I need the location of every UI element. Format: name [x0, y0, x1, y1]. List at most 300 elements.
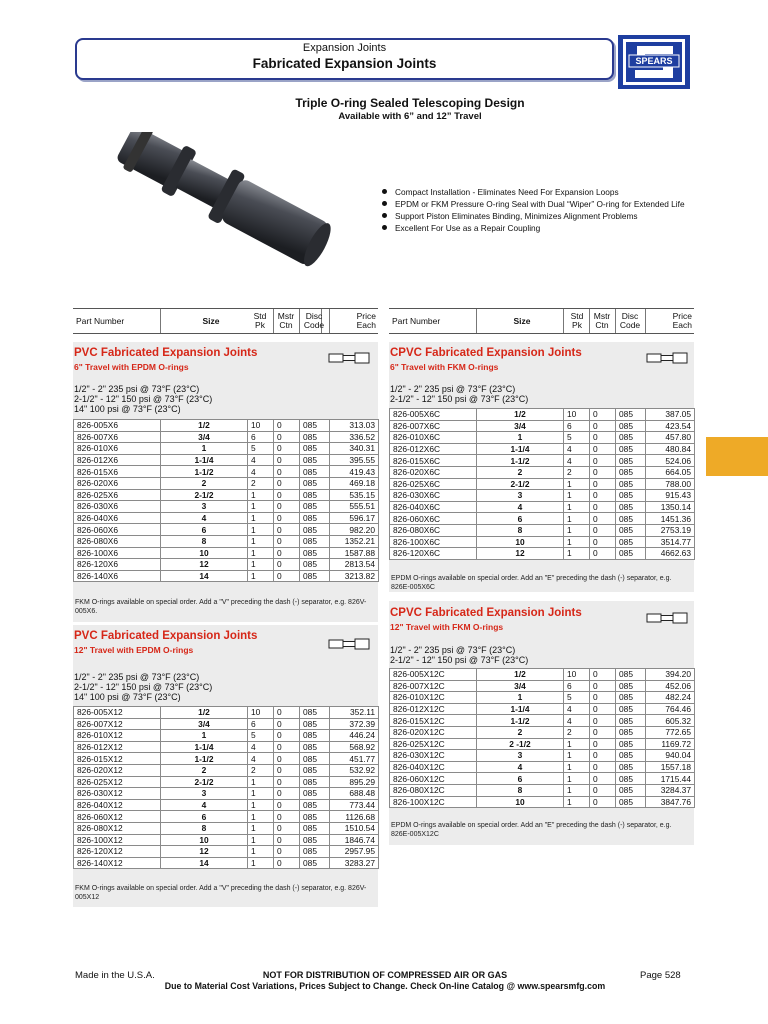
part-number-cell: 826-012X12C [390, 703, 477, 715]
disc-code-cell: 085 [616, 490, 646, 502]
price-cell: 532.92 [330, 764, 379, 776]
std-pk-cell: 10 [248, 420, 274, 432]
disc-code-cell: 085 [616, 524, 646, 536]
size-cell: 1-1/2 [477, 715, 564, 727]
price-cell: 915.43 [646, 490, 695, 502]
pressure-line: 2-1/2" - 12" 150 psi @ 73°F (23°C) [390, 394, 529, 404]
price-cell: 1169.72 [646, 738, 695, 750]
std-pk-cell: 1 [248, 512, 274, 524]
disc-code-cell: 085 [300, 753, 330, 765]
size-cell: 4 [477, 761, 564, 773]
mstr-ctn-cell: 0 [590, 524, 616, 536]
section-subtitle: 12" Travel with EPDM O-rings [74, 645, 194, 655]
price-cell: 940.04 [646, 750, 695, 762]
col-std-pk: Std Pk [563, 309, 590, 333]
size-cell: 1/2 [477, 669, 564, 681]
std-pk-cell: 1 [564, 478, 590, 490]
size-cell: 1-1/2 [477, 455, 564, 467]
part-number-cell: 826-030X12 [74, 788, 161, 800]
table-row [74, 707, 379, 719]
price-cell: 457.80 [646, 432, 695, 444]
disc-code-cell: 085 [616, 692, 646, 704]
price-cell: 568.92 [330, 741, 379, 753]
col-mstr-ctn: Mstr Ctn [589, 309, 614, 333]
mstr-ctn-cell: 0 [274, 764, 300, 776]
pressure-line: 1/2" - 2" 235 psi @ 73°F (23°C) [390, 384, 516, 394]
pressure-line: 2-1/2" - 12" 150 psi @ 73°F (23°C) [74, 682, 213, 692]
part-number-cell: 826-140X6 [74, 570, 161, 582]
disc-code-cell: 085 [616, 548, 646, 560]
mstr-ctn-cell: 0 [590, 478, 616, 490]
disc-code-cell: 085 [300, 707, 330, 719]
size-cell: 3 [161, 501, 248, 513]
mstr-ctn-cell: 0 [590, 726, 616, 738]
price-cell: 395.55 [330, 454, 379, 466]
part-number-cell: 826-025X12C [390, 738, 477, 750]
size-cell: 10 [161, 834, 248, 846]
std-pk-cell: 1 [564, 738, 590, 750]
part-number-cell: 826-025X6 [74, 489, 161, 501]
mstr-ctn-cell: 0 [274, 466, 300, 478]
price-cell: 3284.37 [646, 784, 695, 796]
std-pk-cell: 1 [248, 788, 274, 800]
price-cell: 387.05 [646, 409, 695, 421]
size-cell: 10 [161, 547, 248, 559]
part-number-cell: 826-100X6C [390, 536, 477, 548]
table-row [390, 796, 695, 808]
mstr-ctn-cell: 0 [590, 773, 616, 785]
coupling-icon [328, 638, 370, 650]
part-number-cell: 826-015X12C [390, 715, 477, 727]
size-cell: 10 [477, 536, 564, 548]
pressure-ratings [74, 384, 212, 414]
size-cell: 1-1/4 [161, 454, 248, 466]
price-cell: 596.17 [330, 512, 379, 524]
column-header-left [73, 308, 378, 334]
price-cell: 605.32 [646, 715, 695, 727]
price-cell: 1126.68 [330, 811, 379, 823]
table-row [74, 443, 379, 455]
part-number-cell: 826-005X6C [390, 409, 477, 421]
mstr-ctn-cell: 0 [590, 513, 616, 525]
header-title: Fabricated Expansion Joints [252, 56, 437, 71]
disc-code-cell: 085 [300, 788, 330, 800]
part-number-cell: 826-040X6C [390, 501, 477, 513]
std-pk-cell: 1 [564, 796, 590, 808]
price-cell: 2813.54 [330, 559, 379, 571]
std-pk-cell: 1 [248, 547, 274, 559]
table-row [74, 547, 379, 559]
part-number-cell: 826-010X6 [74, 443, 161, 455]
col-price-each: Price Each [645, 309, 692, 333]
std-pk-cell: 1 [564, 524, 590, 536]
disc-code-cell: 085 [616, 443, 646, 455]
column-header-right [389, 308, 694, 334]
std-pk-cell: 5 [564, 692, 590, 704]
mstr-ctn-cell: 0 [590, 784, 616, 796]
size-cell: 2 -1/2 [477, 738, 564, 750]
table-row [390, 761, 695, 773]
std-pk-cell: 1 [248, 559, 274, 571]
pressure-ratings [74, 672, 212, 702]
pvc-12in-table [73, 706, 379, 869]
mstr-ctn-cell: 0 [590, 443, 616, 455]
price-cell: 419.43 [330, 466, 379, 478]
mstr-ctn-cell: 0 [274, 846, 300, 858]
size-cell: 3/4 [161, 718, 248, 730]
section-subtitle: 12" Travel with FKM O-rings [390, 622, 504, 632]
table-row [74, 477, 379, 489]
size-cell: 8 [161, 822, 248, 834]
price-cell: 3847.76 [646, 796, 695, 808]
part-number-cell: 826-100X6 [74, 547, 161, 559]
mstr-ctn-cell: 0 [274, 799, 300, 811]
table-row [74, 857, 379, 869]
price-cell: 982.20 [330, 524, 379, 536]
price-cell: 664.05 [646, 466, 695, 478]
table-row [74, 501, 379, 513]
price-cell: 3514.77 [646, 536, 695, 548]
table-row [74, 524, 379, 536]
disc-code-cell: 085 [616, 796, 646, 808]
price-cell: 764.46 [646, 703, 695, 715]
disc-code-cell: 085 [300, 443, 330, 455]
mstr-ctn-cell: 0 [590, 738, 616, 750]
table-row [74, 420, 379, 432]
mstr-ctn-cell: 0 [274, 454, 300, 466]
std-pk-cell: 1 [564, 548, 590, 560]
std-pk-cell: 1 [248, 811, 274, 823]
size-cell: 4 [161, 799, 248, 811]
spears-logo [617, 34, 691, 90]
mstr-ctn-cell: 0 [274, 718, 300, 730]
std-pk-cell: 1 [248, 857, 274, 869]
std-pk-cell: 1 [248, 846, 274, 858]
disc-code-cell: 085 [616, 466, 646, 478]
size-cell: 2 [477, 726, 564, 738]
price-cell: 1846.74 [330, 834, 379, 846]
disc-code-cell: 085 [616, 750, 646, 762]
disc-code-cell: 085 [616, 432, 646, 444]
size-cell: 3 [477, 490, 564, 502]
section-tab [706, 437, 768, 476]
table-row [74, 730, 379, 742]
feature-item: EPDM or FKM Pressure O-ring Seal with Dual “Wiper” O-ring for Extended Life [380, 198, 720, 210]
std-pk-cell: 10 [564, 669, 590, 681]
std-pk-cell: 2 [564, 726, 590, 738]
price-cell: 4662.63 [646, 548, 695, 560]
size-cell: 1/2 [161, 420, 248, 432]
std-pk-cell: 4 [248, 454, 274, 466]
pressure-line: 1/2" - 2" 235 psi @ 73°F (23°C) [74, 384, 200, 394]
disc-code-cell: 085 [300, 799, 330, 811]
std-pk-cell: 6 [248, 718, 274, 730]
mstr-ctn-cell: 0 [274, 420, 300, 432]
size-cell: 1-1/4 [477, 443, 564, 455]
disc-code-cell: 085 [300, 764, 330, 776]
std-pk-cell: 4 [564, 715, 590, 727]
part-number-cell: 826-005X12C [390, 669, 477, 681]
price-cell: 451.77 [330, 753, 379, 765]
table-row [390, 443, 695, 455]
disc-code-cell: 085 [616, 409, 646, 421]
section-title: PVC Fabricated Expansion Joints [74, 630, 258, 642]
disc-code-cell: 085 [300, 570, 330, 582]
size-cell: 1-1/2 [161, 466, 248, 478]
coupling-icon [646, 352, 688, 364]
std-pk-cell: 5 [248, 730, 274, 742]
part-number-cell: 826-030X12C [390, 750, 477, 762]
disc-code-cell: 085 [616, 773, 646, 785]
mstr-ctn-cell: 0 [274, 489, 300, 501]
disc-code-cell: 085 [300, 741, 330, 753]
disc-code-cell: 085 [300, 466, 330, 478]
part-number-cell: 826-015X6 [74, 466, 161, 478]
design-subtitle: Available with 6” and 12” Travel [338, 111, 482, 122]
size-cell: 6 [477, 773, 564, 785]
pressure-line: 2-1/2" - 12" 150 psi @ 73°F (23°C) [74, 394, 213, 404]
table-row [74, 512, 379, 524]
std-pk-cell: 4 [564, 703, 590, 715]
part-number-cell: 826-040X12C [390, 761, 477, 773]
disc-code-cell: 085 [300, 454, 330, 466]
mstr-ctn-cell: 0 [590, 548, 616, 560]
price-cell: 3213.82 [330, 570, 379, 582]
part-number-cell: 826-100X12C [390, 796, 477, 808]
table-row [390, 680, 695, 692]
std-pk-cell: 1 [564, 536, 590, 548]
disc-code-cell: 085 [616, 478, 646, 490]
footer-warning: NOT FOR DISTRIBUTION OF COMPRESSED AIR OR GAS [262, 970, 508, 980]
part-number-cell: 826-060X6C [390, 513, 477, 525]
mstr-ctn-cell: 0 [590, 715, 616, 727]
mstr-ctn-cell: 0 [274, 512, 300, 524]
disc-code-cell: 085 [300, 489, 330, 501]
price-cell: 313.03 [330, 420, 379, 432]
mstr-ctn-cell: 0 [590, 490, 616, 502]
price-cell: 352.11 [330, 707, 379, 719]
mstr-ctn-cell: 0 [590, 536, 616, 548]
part-number-cell: 826-020X6C [390, 466, 477, 478]
disc-code-cell: 085 [300, 559, 330, 571]
table-row [74, 535, 379, 547]
pressure-line: 14" 100 psi @ 73°F (23°C) [74, 692, 181, 702]
part-number-cell: 826-120X12 [74, 846, 161, 858]
part-number-cell: 826-012X12 [74, 741, 161, 753]
table-row [74, 489, 379, 501]
feature-item: Excellent For Use as a Repair Coupling [380, 222, 720, 234]
mstr-ctn-cell: 0 [590, 501, 616, 513]
size-cell: 12 [161, 846, 248, 858]
std-pk-cell: 6 [564, 420, 590, 432]
disc-code-cell: 085 [616, 680, 646, 692]
price-cell: 2753.19 [646, 524, 695, 536]
table-row [74, 718, 379, 730]
footnote: EPDM O-rings available on special order. Add an "E" preceding the dash (-) separator, e.g. 826E-005X12C [391, 822, 672, 838]
price-cell: 555.51 [330, 501, 379, 513]
disc-code-cell: 085 [300, 420, 330, 432]
part-number-cell: 826-120X6C [390, 548, 477, 560]
size-cell: 10 [477, 796, 564, 808]
size-cell: 8 [477, 524, 564, 536]
disc-code-cell: 085 [300, 730, 330, 742]
std-pk-cell: 1 [248, 822, 274, 834]
mstr-ctn-cell: 0 [590, 669, 616, 681]
part-number-cell: 826-080X6 [74, 535, 161, 547]
price-cell: 895.29 [330, 776, 379, 788]
mstr-ctn-cell: 0 [590, 409, 616, 421]
disc-code-cell: 085 [300, 535, 330, 547]
table-row [390, 703, 695, 715]
mstr-ctn-cell: 0 [274, 730, 300, 742]
mstr-ctn-cell: 0 [590, 692, 616, 704]
size-cell: 1 [161, 730, 248, 742]
logo-text: SPEARS [635, 56, 673, 66]
std-pk-cell: 1 [564, 784, 590, 796]
std-pk-cell: 1 [248, 535, 274, 547]
table-row [74, 811, 379, 823]
footnote: EPDM O-rings available on special order. Add an "E" preceding the dash (-) separator, e.g. 826E-005X6C [391, 575, 672, 591]
pressure-line: 2-1/2" - 12" 150 psi @ 73°F (23°C) [390, 655, 529, 665]
part-number-cell: 826-025X6C [390, 478, 477, 490]
disc-code-cell: 085 [300, 512, 330, 524]
std-pk-cell: 1 [248, 776, 274, 788]
std-pk-cell: 4 [248, 741, 274, 753]
table-row [390, 420, 695, 432]
mstr-ctn-cell: 0 [590, 680, 616, 692]
std-pk-cell: 1 [248, 799, 274, 811]
size-cell: 14 [161, 857, 248, 869]
size-cell: 1/2 [161, 707, 248, 719]
header-subtitle: Expansion Joints [302, 42, 387, 54]
mstr-ctn-cell: 0 [274, 776, 300, 788]
table-row [390, 738, 695, 750]
col-std-pk: Std Pk [253, 311, 267, 330]
mstr-ctn-cell: 0 [274, 788, 300, 800]
part-number-cell: 826-060X6 [74, 524, 161, 536]
part-number-cell: 826-030X6C [390, 490, 477, 502]
std-pk-cell: 1 [564, 501, 590, 513]
table-row [390, 455, 695, 467]
disc-code-cell: 085 [616, 669, 646, 681]
mstr-ctn-cell: 0 [274, 431, 300, 443]
price-cell: 1557.18 [646, 761, 695, 773]
std-pk-cell: 1 [248, 501, 274, 513]
price-cell: 452.06 [646, 680, 695, 692]
footnote: FKM O-rings available on special order. Add a "V" preceding the dash (-) separator, e.g. 826V-005X6. [75, 599, 367, 615]
part-number-cell: 826-100X12 [74, 834, 161, 846]
table-row [390, 466, 695, 478]
mstr-ctn-cell: 0 [274, 535, 300, 547]
disc-code-cell: 085 [300, 524, 330, 536]
price-cell: 773.44 [330, 799, 379, 811]
part-number-cell: 826-080X6C [390, 524, 477, 536]
footer-price-note: Due to Material Cost Variations, Prices Subject to Change. Check On-line Catalog @ www.spearsmfg.com [164, 981, 606, 991]
price-cell: 1352.21 [330, 535, 379, 547]
mstr-ctn-cell: 0 [274, 547, 300, 559]
std-pk-cell: 4 [248, 753, 274, 765]
size-cell: 6 [161, 811, 248, 823]
disc-code-cell: 085 [616, 501, 646, 513]
price-cell: 394.20 [646, 669, 695, 681]
price-cell: 372.39 [330, 718, 379, 730]
size-cell: 1 [477, 692, 564, 704]
disc-code-cell: 085 [616, 738, 646, 750]
size-cell: 2 [161, 764, 248, 776]
coupling-icon [646, 612, 688, 624]
size-cell: 3 [477, 750, 564, 762]
part-number-cell: 826-007X12C [390, 680, 477, 692]
disc-code-cell: 085 [616, 420, 646, 432]
footer-made-in: Made in the U.S.A. [75, 970, 155, 981]
disc-code-cell: 085 [300, 846, 330, 858]
table-row [74, 559, 379, 571]
part-number-cell: 826-060X12 [74, 811, 161, 823]
size-cell: 1-1/4 [477, 703, 564, 715]
size-cell: 3/4 [161, 431, 248, 443]
section-title: CPVC Fabricated Expansion Joints [390, 607, 582, 619]
disc-code-cell: 085 [300, 811, 330, 823]
disc-code-cell: 085 [616, 761, 646, 773]
std-pk-cell: 4 [564, 455, 590, 467]
std-pk-cell: 4 [564, 443, 590, 455]
part-number-cell: 826-007X6C [390, 420, 477, 432]
part-number-cell: 826-007X6 [74, 431, 161, 443]
table-row [74, 799, 379, 811]
size-cell: 4 [161, 512, 248, 524]
design-title: Triple O-ring Sealed Telescoping Design [295, 96, 525, 110]
coupling-icon [328, 352, 370, 364]
table-row [390, 409, 695, 421]
table-row [390, 750, 695, 762]
disc-code-cell: 085 [300, 477, 330, 489]
price-cell: 423.54 [646, 420, 695, 432]
mstr-ctn-cell: 0 [274, 501, 300, 513]
section-title: CPVC Fabricated Expansion Joints [390, 347, 582, 359]
size-cell: 3 [161, 788, 248, 800]
pressure-line: 14" 100 psi @ 73°F (23°C) [74, 404, 181, 414]
disc-code-cell: 085 [300, 718, 330, 730]
std-pk-cell: 1 [248, 489, 274, 501]
col-disc-code: Disc Code [615, 309, 644, 333]
price-cell: 336.52 [330, 431, 379, 443]
table-row [74, 454, 379, 466]
size-cell: 6 [477, 513, 564, 525]
price-cell: 480.84 [646, 443, 695, 455]
mstr-ctn-cell: 0 [274, 822, 300, 834]
table-row [390, 501, 695, 513]
size-cell: 3/4 [477, 420, 564, 432]
part-number-cell: 826-007X12 [74, 718, 161, 730]
size-cell: 12 [477, 548, 564, 560]
std-pk-cell: 10 [248, 707, 274, 719]
table-row [74, 570, 379, 582]
disc-code-cell: 085 [616, 455, 646, 467]
part-number-cell: 826-015X6C [390, 455, 477, 467]
size-cell: 1-1/4 [161, 741, 248, 753]
table-row [74, 834, 379, 846]
mstr-ctn-cell: 0 [590, 432, 616, 444]
std-pk-cell: 5 [248, 443, 274, 455]
table-row [74, 822, 379, 834]
col-part-number: Part Number [76, 315, 125, 326]
size-cell: 12 [161, 559, 248, 571]
disc-code-cell: 085 [300, 501, 330, 513]
price-cell: 1715.44 [646, 773, 695, 785]
section-title: PVC Fabricated Expansion Joints [74, 347, 258, 359]
price-cell: 340.31 [330, 443, 379, 455]
disc-code-cell: 085 [616, 536, 646, 548]
